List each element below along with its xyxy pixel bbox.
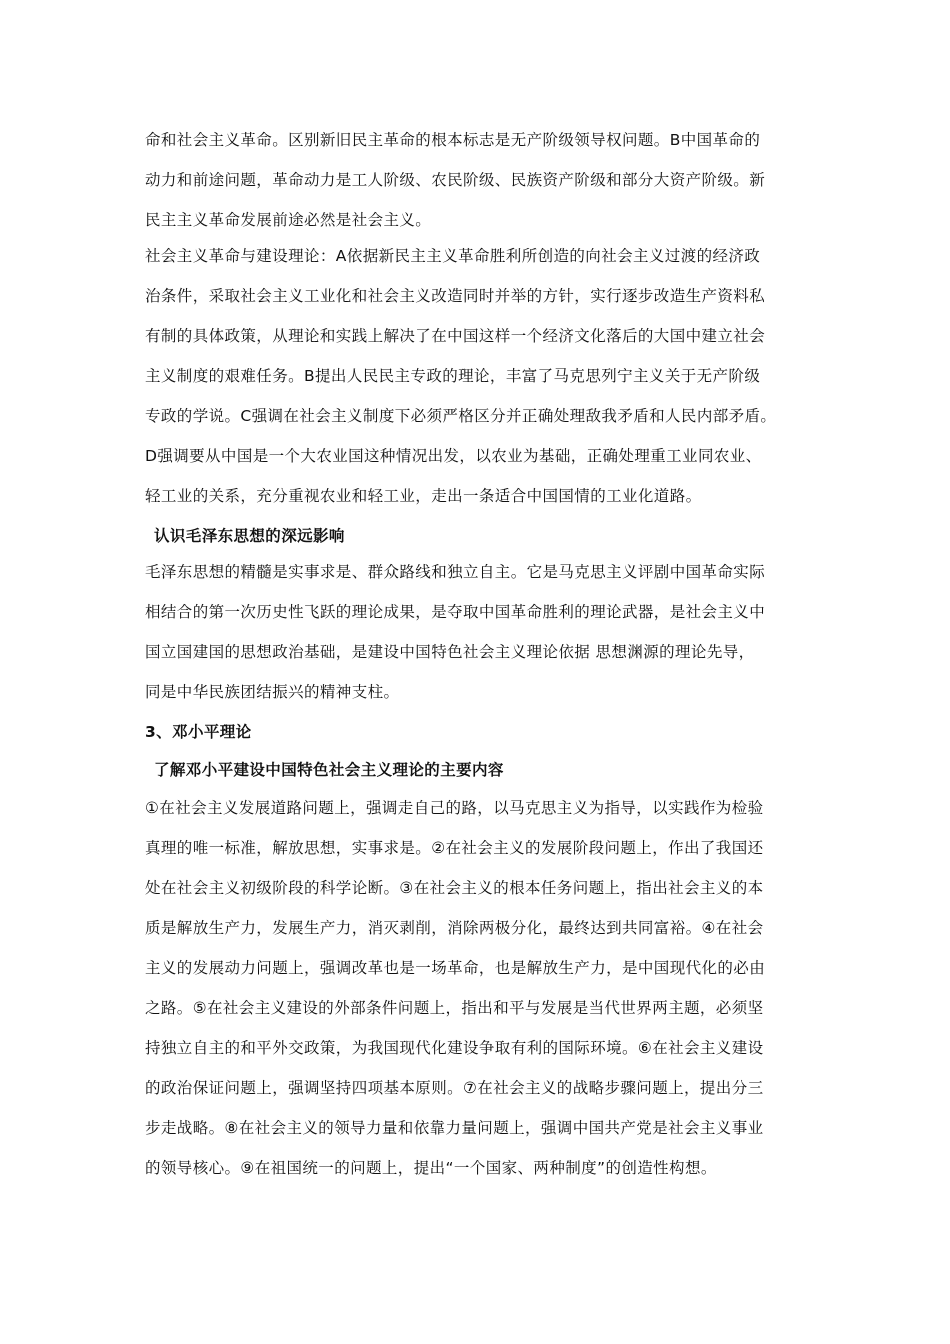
text-line: 专政的学说。C强调在社会主义制度下必须严格区分并正确处理敌我矛盾和人民内部矛盾。	[145, 407, 777, 425]
text-line: 真理的唯一标准，解放思想，实事求是。②在社会主义的发展阶段问题上，作出了我国还	[145, 839, 764, 857]
text-line: 质是解放生产力，发展生产力，消灭剥削，消除两极分化，最终达到共同富裕。④在社会	[145, 919, 764, 937]
text-line: 民主主义革命发展前途必然是社会主义。	[145, 211, 432, 229]
text-line: 社会主义革命与建设理论：A依据新民主主义革命胜利所创造的向社会主义过渡的经济政	[145, 247, 761, 265]
text-line: 有制的具体政策，从理论和实践上解决了在中国这样一个经济文化落后的大国中建立社会	[145, 327, 766, 345]
text-line: 的政治保证问题上，强调坚持四项基本原则。⑦在社会主义的战略步骤问题上，提出分三	[145, 1079, 764, 1097]
section-heading-mao-influence: 认识毛泽东思想的深远影响	[154, 527, 345, 545]
text-line: D强调要从中国是一个大农业国这种情况出发，以农业为基础，正确处理重工业同农业、	[145, 447, 762, 465]
text-line: 步走战略。⑧在社会主义的领导力量和依靠力量问题上，强调中国共产党是社会主义事业	[145, 1119, 764, 1137]
text-line: 持独立自主的和平外交政策，为我国现代化建设争取有利的国际环境。⑥在社会主义建设	[145, 1039, 764, 1057]
text-line: 之路。⑤在社会主义建设的外部条件问题上，指出和平与发展是当代世界两主题，必须坚	[145, 999, 764, 1017]
text-line: 动力和前途问题，革命动力是工人阶级、农民阶级、民族资产阶级和部分大资产阶级。新	[145, 171, 766, 189]
text-line: 相结合的第一次历史性飞跃的理论成果，是夺取中国革命胜利的理论武器，是社会主义中	[145, 603, 766, 621]
text-line: 轻工业的关系，充分重视农业和轻工业，走出一条适合中国国情的工业化道路。	[145, 487, 702, 505]
text-line: 毛泽东思想的精髓是实事求是、群众路线和独立自主。它是马克思主义评剧中国革命实际	[145, 563, 766, 581]
text-line: 命和社会主义革命。区别新旧民主革命的根本标志是无产阶级领导权问题。B中国革命的	[145, 131, 761, 149]
section-heading-deng-content: 了解邓小平建设中国特色社会主义理论的主要内容	[154, 761, 504, 779]
text-line: 处在社会主义初级阶段的科学论断。③在社会主义的根本任务问题上，指出社会主义的本	[145, 879, 764, 897]
text-line: ①在社会主义发展道路问题上，强调走自己的路，以马克思主义为指导，以实践作为检验	[145, 799, 764, 817]
text-line: 的领导核心。⑨在祖国统一的问题上，提出“一个国家、两种制度”的创造性构想。	[145, 1159, 717, 1177]
section-heading-deng-theory: 3、邓小平理论	[145, 723, 252, 741]
text-line: 主义的发展动力问题上，强调改革也是一场革命，也是解放生产力，是中国现代化的必由	[145, 959, 766, 977]
text-line: 主义制度的艰难任务。B提出人民民主专政的理论，丰富了马克思列宁主义关于无产阶级	[145, 367, 761, 385]
text-line: 同是中华民族团结振兴的精神支柱。	[145, 683, 400, 701]
text-line: 国立国建国的思想政治基础，是建设中国特色社会主义理论依据 思想渊源的理论先导，	[145, 643, 755, 661]
text-line: 治条件，采取社会主义工业化和社会主义改造同时并举的方针，实行逐步改造生产资料私	[145, 287, 766, 305]
